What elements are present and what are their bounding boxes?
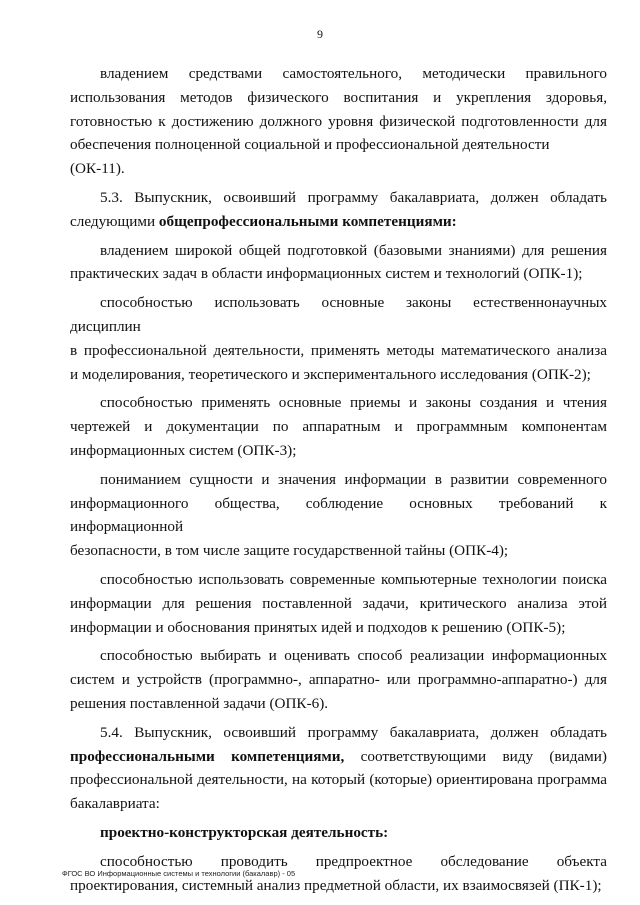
paragraph-opk4: пониманием сущности и значения информации в развитии современного информационного общества, соблюдение основных требований к информационной безопасности, в том числе защите государственной тайны (ОПК-4); (70, 470, 607, 560)
paragraph-pk1: способностью проводить предпроектное обследование объекта проектирования, системный анализ предметной области, их взаимосвязей (ПК-1); (70, 852, 607, 894)
paragraph-opk2: способностью использовать основные законы естественнонаучных дисциплин в профессиональной деятельности, применять методы математического анализа и моделирования, теоретического и экспериментального исследования (ОПК-2); (70, 294, 607, 383)
paragraph-opk3: способностью применять основные приемы и законы создания и чтения чертежей и документации по аппаратным и программным компонентам информационных систем (ОПК-3); (70, 394, 607, 459)
page-number: 9 (317, 27, 323, 41)
paragraph-ok11: владением средствами самостоятельного, методически правильного использования методов физического воспитания и укрепления здоровья, готовностью к достижению должного уровня физической подготовленности для обеспечения полноценной социальной и профессиональной деятельности (ОК-11). (70, 65, 607, 178)
paragraph-5-3: 5.3. Выпускник, освоивший программу бакалавриата, должен обладать следующими общепрофессиональными компетенциями: (70, 188, 607, 230)
paragraph-opk5: способностью использовать современные компьютерные технологии поиска информации для решения поставленной задачи, критического анализа этой информации и обоснования принятых идей и подходов к решению (ОПК-5); (70, 570, 607, 636)
term-general-professional-competencies: общепрофессиональными компетенциями: (158, 212, 457, 230)
footer-note: ФГОС ВО Информационные системы и технологии (бакалавр) - 05 (62, 869, 296, 878)
term-professional-competencies: профессиональными компетенциями, (70, 747, 345, 765)
section-heading-design: проектно-конструкторская деятельность: (100, 823, 389, 841)
paragraph-opk1: владением широкой общей подготовкой (базовыми знаниями) для решения практических задач в области информационных систем и технологий (ОПК-1); (70, 241, 607, 283)
paragraph-opk6: способностью выбирать и оценивать способ реализации информационных систем и устройств (программно-, аппаратно- или программно-аппаратно-) для решения поставленной задачи (ОПК-6). (70, 647, 607, 712)
document-body (70, 62, 607, 902)
paragraph-5-4: 5.4. Выпускник, освоивший программу бакалавриата, должен обладать профессиональными компетенциями, соответствующими виду (видами) профессиональной деятельности, на который (которые) ориентирована программа бакалавриата: (70, 723, 607, 813)
